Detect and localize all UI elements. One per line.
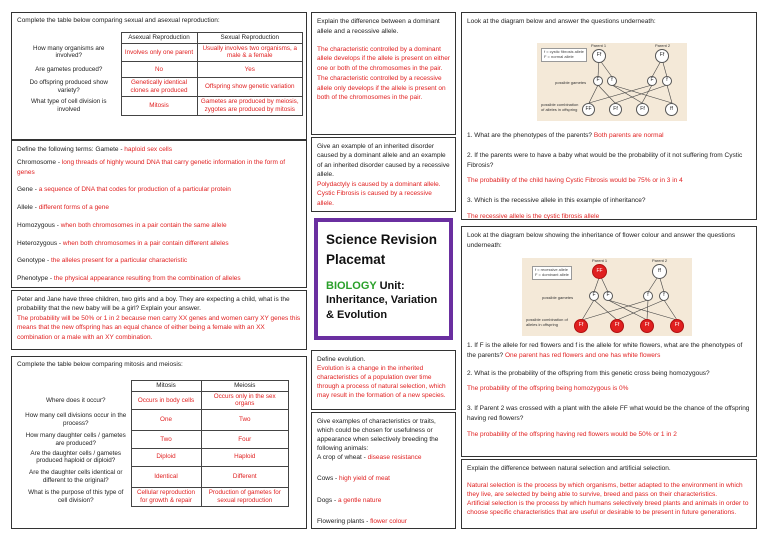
cf-diagram-box xyxy=(461,12,757,220)
cf-offspring: FF xyxy=(582,103,595,116)
sexual-asexual-heading: Complete the table below comparing sexual and asexual reproduction: xyxy=(17,17,220,24)
flower-gamete: F xyxy=(589,291,599,301)
table-row: Are the daughter cells identical or different to the original? Identical Different xyxy=(21,466,289,487)
cf-parent2: Ff xyxy=(655,49,669,63)
table-row: How many daughter cells / gametes are produced? Two Four xyxy=(21,431,289,449)
flower-gamete: f xyxy=(659,291,669,301)
table-row: Are gametes produced? No Yes xyxy=(17,62,303,78)
flower-questions: 1. If F is the allele for red flowers and f is the allele for white flowers, what are the phenotypes of the parents? One parent has red flowers and one has white flowers 2. What is the probability of the offspring from this genetic cross being homozygous? The probability of the offspring being homozygous is 0% 3. If Parent 2 was crossed with a plant with the allele FF what would be the chance of the offspring having red flowers? The probability of the offspring having red flowers would be 50% or 1 in 2 xyxy=(467,342,750,438)
inherited-disorder-question: Give an example of an inherited disorder caused by a dominant allele and an example of an inherited disorder caused by a recessive allele. xyxy=(317,143,450,179)
evolution-answer: Evolution is a change in the inherited characteristics of a population over time through a process of natural selection, which may result in the formation of a new species. xyxy=(317,365,446,400)
table-row: Where does it occur? Occurs in body cells Occurs only in the sex organs xyxy=(21,391,289,410)
breeding-dogs: Dogs - a gentle nature xyxy=(317,496,382,504)
cf-gamete: F xyxy=(647,76,657,86)
dominant-recessive-box xyxy=(311,12,456,135)
cf-gamete: F xyxy=(593,76,603,86)
flower-legend: f = recessive allele F = dominant allele xyxy=(532,266,572,280)
table-row: Are the daughter cells / gametes produced haploid or diploid? Diploid Haploid xyxy=(21,449,289,467)
term-gene: Gene - a sequence of DNA that codes for production of a particular protein xyxy=(17,186,231,194)
cf-intro: Look at the diagram below and answer the questions underneath: xyxy=(467,18,656,25)
table-row: How many organisms are involved? Involves only one parent Usually involves two organisms, a male & a female xyxy=(17,43,303,62)
col-meiosis: Meiosis xyxy=(201,380,289,391)
cf-offspring: ff xyxy=(665,103,678,116)
mitosis-meiosis-heading: Complete the table below comparing mitosis and meiosis: xyxy=(17,361,183,368)
peter-jane-answer: The probability will be 50% or 1 in 2 because men carry XX genes and women carry XY genes this means that the new offspring has an equal chance of either being a female with an XX combination or a male with an XY combination. xyxy=(17,314,301,341)
evolution-box xyxy=(311,350,456,410)
breeding-plants: Flowering plants - flower colour xyxy=(317,517,407,525)
table-row: What is the purpose of this type of cell division? Cellular reproduction for growth & repair Production of gametes for sexual reproduction xyxy=(21,487,289,506)
sexual-asexual-table xyxy=(17,32,303,116)
term-genotype: Genotype - the alleles present for a particular characteristic xyxy=(17,257,188,265)
flower-intro: Look at the diagram below showing the inheritance of flower colour and answer the questions underneath: xyxy=(467,232,736,249)
table-row: What type of cell division is involved Mitosis Gametes are produced by meiosis, zygotes are produced by mitosis xyxy=(17,97,303,116)
cf-inheritance-diagram: f = cystic fibrosis allele F = normal allele Parent 1 Parent 2 Ff Ff possible gametes F f F f possible combination of alleles in offspring FF Ff Ff ff xyxy=(537,43,687,121)
mitosis-meiosis-box xyxy=(11,356,307,529)
title-line1: Science Revision xyxy=(326,232,438,247)
term-homozygous: Homozygous - when both chromosomes in a pair contain the same allele xyxy=(17,221,227,229)
term-heterozygous: Heterozygous - when both chromosomes in a pair contain different alleles xyxy=(17,239,229,247)
flower-diagram-box xyxy=(461,226,757,457)
breeding-wheat: A crop of wheat - disease resistance xyxy=(317,454,422,462)
table-row: Do offspring produced show variety? Genetically identical clones are produced Offspring show genetic variation xyxy=(17,78,303,97)
peter-jane-question: Peter and Jane have three children, two girls and a boy. They are expecting a child, what is the probability that the new baby will be a girl? Explain your answer. xyxy=(17,296,290,313)
col-mitosis: Mitosis xyxy=(131,380,201,391)
cf-gamete: f xyxy=(662,76,672,86)
dominant-recessive-answer: The characteristic controlled by a dominant allele develops if the allele is present on either one or both of the chromosomes in the pair. The characteristic controlled by a recessive allele only develops if the allele is present on both of the chromosomes in the pair. xyxy=(317,45,450,102)
term-chromosome: Chromosome - long threads of highly wound DNA that carry genetic information in the form of genes xyxy=(17,158,286,176)
cf-gamete: f xyxy=(607,76,617,86)
dominant-recessive-question: Explain the difference between a dominant allele and a recessive allele. xyxy=(317,18,440,35)
table-row: How many cell divisions occur in the process? One Two xyxy=(21,410,289,431)
flower-parent2: ff xyxy=(652,264,667,279)
selective-breeding-question: Give examples of characteristics or traits, which could be chosen for usefulness or appearance when selectively breeding the following animals: xyxy=(317,418,439,453)
cf-questions: 1. What are the phenotypes of the parents? Both parents are normal 2. If the parents were to have a baby what would be the probability of it not suffering from Cystic Fibrosis? The probability of the child having Cystic Fibrosis would be 75% or in 3 in 4 3. Which is the recessive allele in this example of inheritance? The recessive allele is the cystic fibrosis allele xyxy=(467,132,743,220)
cf-legend: f = cystic fibrosis allele F = normal allele xyxy=(541,48,587,62)
evolution-question: Define evolution. xyxy=(317,356,366,363)
flower-gamete: F xyxy=(603,291,613,301)
inherited-disorder-box: Give an example of an inherited disorder caused by a dominant allele and an example of an inherited disorder caused by a recessive allele. Polydactyly is caused by a dominant allele. Cystic Fibrosis is caused by a recessive allele. xyxy=(311,137,456,212)
title-line2: Placemat xyxy=(326,251,386,267)
flower-offspring: Ff xyxy=(670,319,684,333)
flower-offspring: Ff xyxy=(574,319,588,333)
col-asexual: Asexual Reproduction xyxy=(121,32,197,43)
sexual-asexual-box xyxy=(11,12,307,140)
selective-breeding-box xyxy=(311,412,456,529)
breeding-cows: Cows - high yield of meat xyxy=(317,475,390,483)
natural-artificial-question: Explain the difference between natural selection and artificial selection. xyxy=(467,465,671,472)
natural-artificial-box: Explain the difference between natural selection and artificial selection. Natural selection is the process by which organisms, better adapted to the environment in which they live, are selected by being able to survive, breed and pass on their characteristics. Artificial selection is the process by which humans selectively breed plants and animals in order to choose specific characteristics that are useful or desirable to be present in future generations. xyxy=(461,459,757,529)
title-placemat xyxy=(314,218,453,340)
cf-offspring: Ff xyxy=(609,103,622,116)
cf-parent1: Ff xyxy=(592,49,606,63)
col-sexual: Sexual Reproduction xyxy=(197,32,303,43)
flower-gamete: f xyxy=(643,291,653,301)
flower-inheritance-diagram: f = recessive allele F = dominant allele Parent 1 Parent 2 FF ff possible gametes F F f f possible combination of alleles in offspring Ff Ff Ff Ff xyxy=(522,258,692,336)
flower-offspring: Ff xyxy=(640,319,654,333)
term-phenotype: Phenotype - the physical appearance resulting from the combination of alleles xyxy=(17,275,241,282)
flower-parent1: FF xyxy=(592,264,607,279)
unit-title: BIOLOGY Unit: Inheritance, Variation & Evolution xyxy=(326,280,438,321)
term-gamete: Define the following terms: Gamete - haploid sex cells xyxy=(17,146,172,153)
cf-offspring: Ff xyxy=(636,103,649,116)
term-allele: Allele - different forms of a gene xyxy=(17,204,110,211)
peter-jane-box xyxy=(11,290,307,350)
flower-offspring: Ff xyxy=(610,319,624,333)
mitosis-meiosis-table xyxy=(21,380,289,507)
terms-box xyxy=(11,140,307,288)
